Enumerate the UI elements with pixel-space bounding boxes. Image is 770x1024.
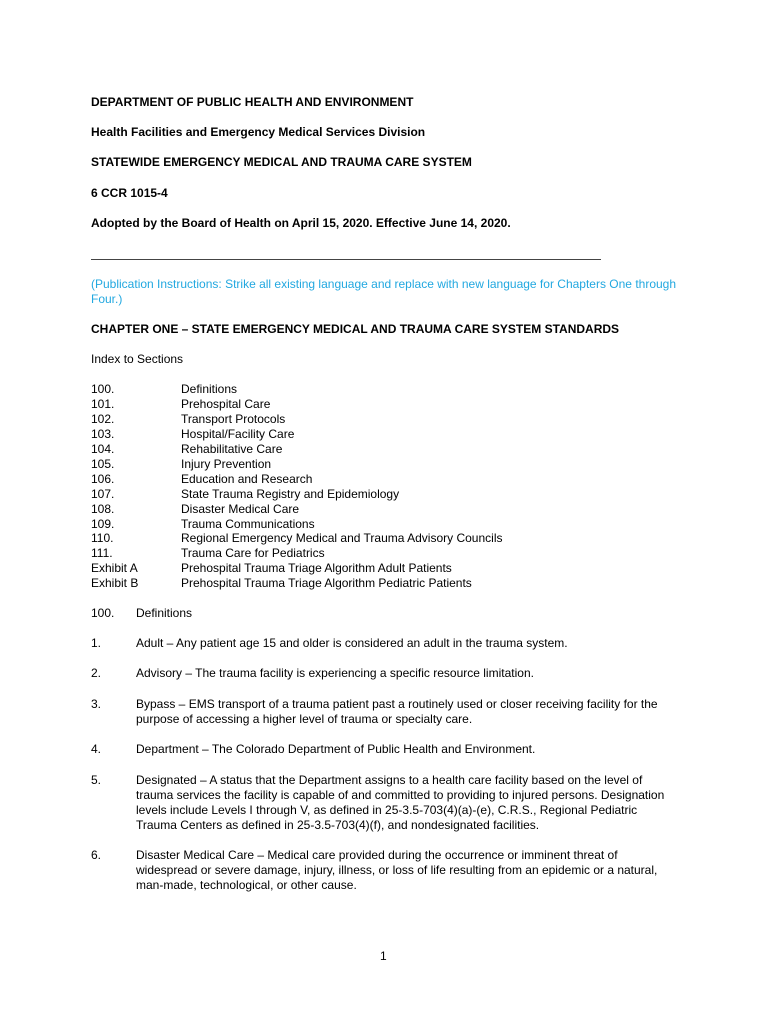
index-number: 100. (91, 382, 115, 396)
index-label: Education and Research (181, 472, 313, 486)
regulation-number: 6 CCR 1015-4 (91, 186, 168, 200)
index-number: 105. (91, 457, 115, 471)
definition-number: 3. (91, 697, 102, 711)
index-label: Prehospital Trauma Triage Algorithm Adult Patients (181, 561, 452, 575)
index-number: 108. (91, 502, 115, 516)
definition-text: Department – The Colorado Department of Public Health and Environment. (136, 742, 536, 756)
definition-text: Adult – Any patient age 15 and older is considered an adult in the trauma system. (136, 636, 568, 650)
index-label: Regional Emergency Medical and Trauma Advisory Councils (181, 531, 503, 545)
index-label: Hospital/Facility Care (181, 427, 295, 441)
index-label: Trauma Care for Pediatrics (181, 546, 325, 560)
horizontal-rule (91, 259, 601, 260)
definition-text: Advisory – The trauma facility is experiencing a specific resource limitation. (136, 666, 534, 680)
definition-text: Designated – A status that the Department assigns to a health care facility based on the level of trauma services the facility is capable of and committed to providing to injured persons. Designation levels include Levels I through V, as defined in 25-3.5-703(4)(a)-(e), C.R.S., Regional Pediatric Trauma Centers as defined in 25-3.5-703(4)(f), and nondesignated facilities. (136, 773, 665, 832)
index-number: Exhibit B (91, 576, 139, 590)
definition-number: 1. (91, 636, 102, 650)
definition-text: Bypass – EMS transport of a trauma patient past a routinely used or closer receiving facility for the purpose of accessing a higher level of trauma or specialty care. (136, 697, 658, 726)
chapter-title: CHAPTER ONE – STATE EMERGENCY MEDICAL AND TRAUMA CARE SYSTEM STANDARDS (91, 322, 620, 336)
index-number: 104. (91, 442, 115, 456)
definition-number: 6. (91, 848, 102, 862)
index-number: 109. (91, 517, 115, 531)
system-heading: STATEWIDE EMERGENCY MEDICAL AND TRAUMA CARE SYSTEM (91, 155, 472, 169)
index-number: 110. (91, 531, 114, 545)
division-heading: Health Facilities and Emergency Medical Services Division (91, 125, 426, 139)
index-number: 107. (91, 487, 115, 501)
publication-instructions: (Publication Instructions: Strike all existing language and replace with new language for Chapters One through Four.) (91, 277, 677, 306)
index-label: Transport Protocols (181, 412, 286, 426)
index-number: 103. (91, 427, 115, 441)
section-number: 100. (91, 606, 115, 620)
index-number: 102. (91, 412, 115, 426)
index-label: Trauma Communications (181, 517, 315, 531)
definition-number: 5. (91, 773, 102, 787)
page-number: 1 (380, 949, 387, 963)
adoption-statement: Adopted by the Board of Health on April 15, 2020. Effective June 14, 2020. (91, 216, 511, 230)
index-label: Prehospital Care (181, 397, 271, 411)
index-number: 111. (91, 546, 113, 560)
index-label: Prehospital Trauma Triage Algorithm Pediatric Patients (181, 576, 472, 590)
index-label: Disaster Medical Care (181, 502, 300, 516)
department-heading: DEPARTMENT OF PUBLIC HEALTH AND ENVIRONMENT (91, 95, 414, 109)
definition-text: Disaster Medical Care – Medical care provided during the occurrence or imminent threat of widespread or severe damage, injury, illness, or loss of life resulting from an epidemic or a natural, man-made, technological, or other cause. (136, 848, 658, 892)
index-heading: Index to Sections (91, 352, 184, 366)
index-label: Definitions (181, 382, 238, 396)
index-label: Rehabilitative Care (181, 442, 283, 456)
index-label: Injury Prevention (181, 457, 272, 471)
index-number: 106. (91, 472, 115, 486)
index-number: Exhibit A (91, 561, 138, 575)
definition-number: 2. (91, 666, 102, 680)
section-title: Definitions (136, 606, 193, 620)
index-number: 101. (91, 397, 115, 411)
definition-number: 4. (91, 742, 102, 756)
index-label: State Trauma Registry and Epidemiology (181, 487, 400, 501)
